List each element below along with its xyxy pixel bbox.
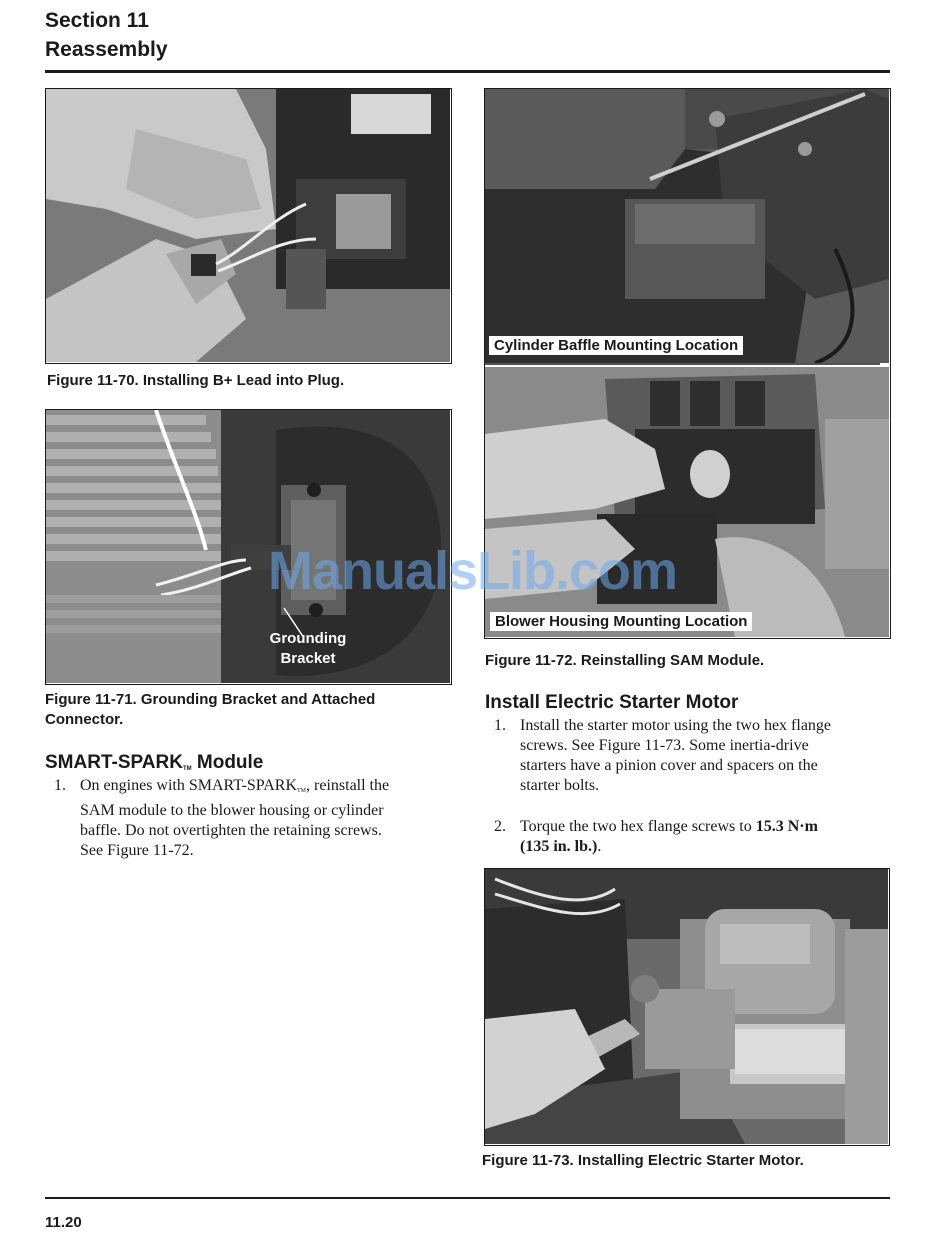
page-number: 11.20 [45,1214,82,1231]
section-number: Section 11 [45,9,149,32]
step-line-part: Torque the two hex flange screws to [520,818,756,835]
torque-value-imperial: (135 in. lb.) [520,838,598,855]
step-text [520,817,818,857]
figure-11-71-caption [45,690,375,730]
starter-step-2 [494,817,894,859]
blower-housing-label: Blower Housing Mounting Location [490,612,752,631]
smart-spark-heading [45,752,263,774]
torque-value: 15.3 N·m [755,818,818,835]
step-line [520,817,818,837]
cylinder-baffle-label: Cylinder Baffle Mounting Location [489,336,743,355]
step-text [80,776,389,861]
step-line-part: , reinstall the [306,777,390,794]
trademark-mark: TM [182,766,192,772]
figure-11-70-caption: Figure 11-70. Installing B+ Lead into Plug. [47,372,345,389]
figure-11-73-photo [484,868,890,1146]
watermark: ManualsLib.com [268,541,678,601]
step-line: See Figure 11-72. [80,842,194,859]
starter-heading: Install Electric Starter Motor [485,692,739,713]
step-line-part: . [597,838,602,855]
step-line: SAM module to the blower housing or cylinder [80,802,384,819]
step-line [80,776,389,801]
smart-spark-step-1 [54,776,444,858]
step-line: starters have a pinion cover and spacers on the [520,757,818,774]
smart-spark-heading-text: SMART-SPARK [45,752,183,773]
step-line: Install the starter motor using the two hex flange [520,717,832,734]
starter-step-1 [494,716,894,798]
footer-rule [45,1197,890,1199]
figure-11-70-photo [45,88,452,364]
step-line: starter bolts. [520,777,600,794]
step-number: 2. [494,818,506,835]
grounding-bracket-label-line2: Bracket [280,650,336,667]
step-number: 1. [494,717,506,734]
step-number: 1. [54,777,66,794]
step-line [520,837,818,857]
figure-11-72-caption: Figure 11-72. Reinstalling SAM Module. [485,652,765,669]
grounding-bracket-label-line1: Grounding [269,630,347,647]
grounding-bracket-label [255,629,361,669]
section-header [45,6,168,64]
section-title: Reassembly [45,38,168,61]
step-line: screws. See Figure 11-73. Some inertia-drive [520,737,809,754]
header-rule [45,70,890,73]
step-line-part: On engines with SMART-SPARK [80,777,298,794]
step-text [520,716,831,796]
figure-11-71-caption-line2: Connector. [45,711,124,728]
figure-11-71-caption-line1: Figure 11-71. Grounding Bracket and Attached [45,691,376,708]
figure-11-73-caption: Figure 11-73. Installing Electric Starter Motor. [482,1152,804,1169]
smart-spark-heading-rest: Module [191,752,264,773]
step-line: baffle. Do not overtighten the retaining screws. [80,822,382,839]
trademark-mark: TM [297,788,307,794]
